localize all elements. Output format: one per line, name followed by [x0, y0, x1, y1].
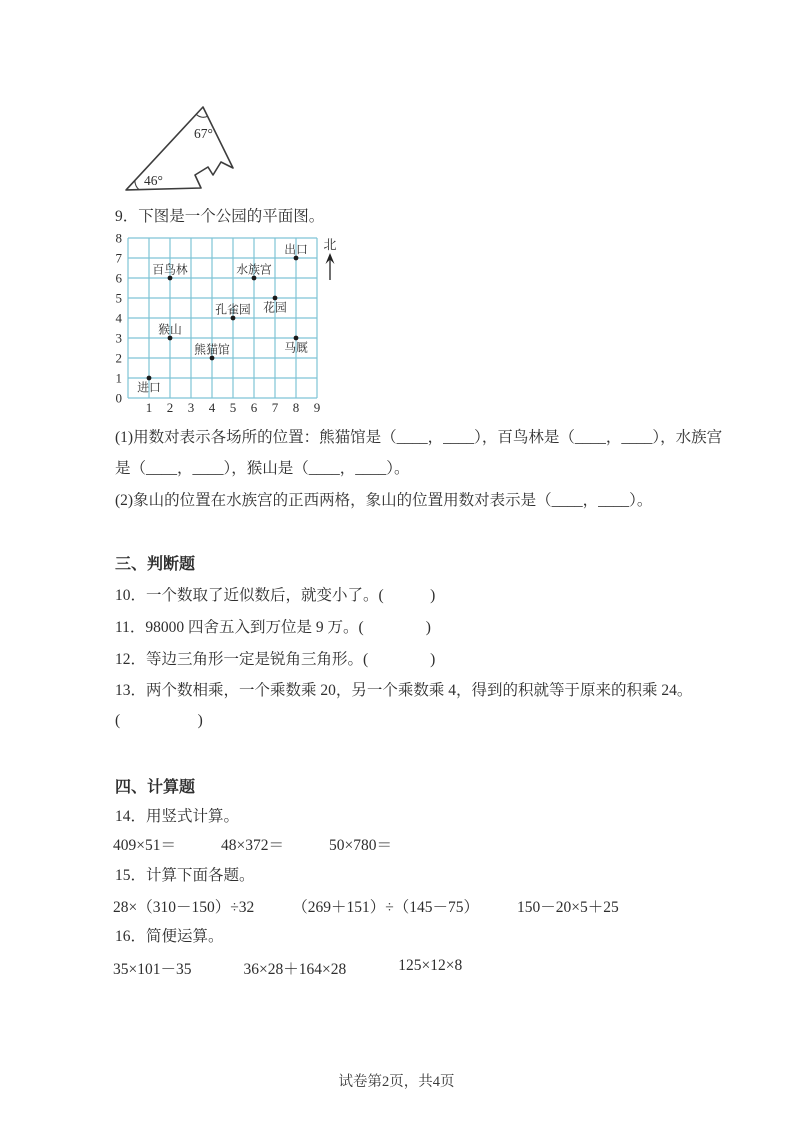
svg-text:6: 6 [250, 400, 258, 415]
judge-item-10: 10．一个数取了近似数后，就变小了。( ) [115, 587, 436, 604]
triangle-outline [126, 107, 233, 190]
svg-text:水族宫: 水族宫 [236, 262, 272, 277]
svg-text:猴山: 猴山 [158, 322, 182, 337]
svg-text:百鸟林: 百鸟林 [152, 262, 188, 277]
apex-angle-label: 67° [194, 126, 213, 141]
q9-title: 9．下图是一个公园的平面图。 [115, 208, 325, 225]
torn-triangle-figure [118, 95, 258, 203]
page-footer: 试卷第2页，共4页 [338, 1074, 455, 1090]
q9-sub1-line2: 是（____，____），猴山是（____，____）。 [115, 460, 410, 477]
park-map-svg [108, 228, 350, 422]
svg-text:3: 3 [115, 330, 122, 346]
svg-text:北: 北 [323, 237, 337, 252]
q9-sub2: (2)象山的位置在水族宫的正西两格，象山的位置用数对表示是（____，____）。 [115, 492, 653, 509]
svg-text:马厩: 马厩 [284, 340, 308, 355]
base-angle-label: 46° [144, 173, 163, 188]
judge-item-12: 12．等边三角形一定是锐角三角形。( ) [115, 651, 436, 668]
svg-text:9: 9 [313, 400, 321, 415]
svg-text:进口: 进口 [137, 380, 161, 395]
svg-text:1: 1 [145, 400, 153, 415]
q16-expression-row [113, 957, 462, 979]
q16-expression-3: 125×12×8 [398, 957, 463, 974]
apex-angle-arc [196, 114, 207, 117]
q15-expression-2: （269＋151）÷（145－75） [292, 899, 480, 916]
svg-text:4: 4 [208, 400, 216, 415]
svg-text:熊猫馆: 熊猫馆 [194, 342, 230, 357]
q9-sub1-line1: (1)用数对表示各场所的位置：熊猫馆是（____，____），百鸟林是（____，____），水族宫 [115, 429, 723, 446]
svg-text:8: 8 [292, 400, 300, 415]
svg-text:出口: 出口 [284, 242, 308, 257]
svg-text:0: 0 [115, 390, 122, 406]
svg-text:2: 2 [166, 400, 174, 415]
judge-section-header: 三、判断题 [115, 556, 196, 573]
q15-label: 15．计算下面各题。 [115, 867, 255, 884]
q16-expression-2: 36×28＋164×28 [243, 961, 347, 978]
svg-text:1: 1 [115, 370, 122, 386]
svg-text:孔雀园: 孔雀园 [215, 302, 251, 317]
q14-expression-1: 409×51＝ [113, 837, 176, 854]
q15-expression-row [113, 895, 619, 917]
judge-item-13: 13．两个数相乘，一个乘数乘 20，另一个乘数乘 4，得到的积就等于原来的积乘 24。 [115, 682, 693, 699]
svg-text:8: 8 [115, 230, 122, 246]
calc-section-header: 四、计算题 [115, 779, 196, 796]
svg-text:5: 5 [229, 400, 237, 415]
q16-expression-1: 35×101－35 [113, 961, 192, 978]
judge-item-11: 11．98000 四舍五入到万位是 9 万。( ) [115, 619, 431, 636]
q14-expression-2: 48×372＝ [221, 837, 284, 854]
svg-text:3: 3 [187, 400, 195, 415]
svg-text:5: 5 [115, 290, 122, 306]
q14-label: 14．用竖式计算。 [115, 808, 240, 825]
q14-expression-row [113, 833, 392, 855]
svg-text:6: 6 [115, 270, 122, 286]
q14-expression-3: 50×780＝ [329, 837, 392, 854]
svg-text:4: 4 [115, 310, 122, 326]
svg-text:2: 2 [115, 350, 122, 366]
q15-expression-3: 150－20×5＋25 [517, 899, 619, 916]
judge-item-13-answer-parens: ( ) [115, 712, 203, 729]
svg-text:花园: 花园 [263, 300, 287, 315]
svg-text:7: 7 [271, 400, 279, 415]
q15-expression-1: 28×（310－150）÷32 [113, 899, 255, 916]
q16-label: 16．简便运算。 [115, 928, 224, 945]
base-angle-arc [135, 181, 139, 190]
svg-text:7: 7 [115, 250, 122, 266]
